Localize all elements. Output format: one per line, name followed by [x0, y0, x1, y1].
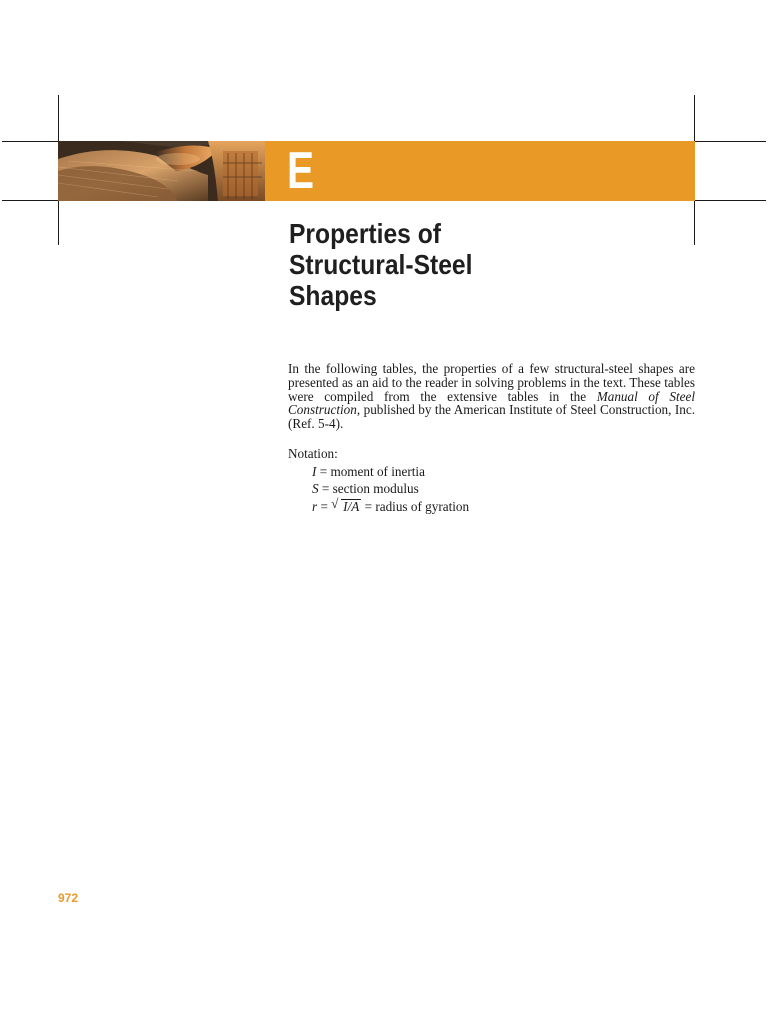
manual-title: Manual of Steel Construction	[288, 388, 695, 418]
title-line: Shapes	[289, 280, 377, 311]
page-number: 972	[58, 891, 79, 905]
equals-sign: =	[318, 481, 333, 496]
equals-sign: =	[361, 498, 376, 514]
symbol-r: r	[312, 498, 318, 514]
chapter-banner-bar	[265, 141, 695, 201]
crop-mark-bottom-right-horizontal	[695, 200, 766, 201]
equals-sign: =	[317, 498, 332, 514]
title-line: Structural-Steel	[289, 249, 473, 280]
definition: moment of inertia	[330, 463, 425, 479]
symbol-i: I	[312, 463, 317, 479]
notation-item-radius-of-gyration	[312, 495, 695, 516]
notation-item-section-modulus	[312, 480, 695, 498]
notation-item-inertia	[312, 463, 695, 481]
appendix-letter: E	[287, 142, 315, 200]
steel-architecture-image	[58, 141, 265, 201]
definition: radius of gyration	[375, 498, 470, 514]
crop-mark-top-right-horizontal	[695, 141, 766, 142]
title-line: Properties of	[289, 218, 441, 249]
equals-sign: =	[316, 463, 331, 479]
radical-sign: √	[331, 495, 339, 511]
intro-paragraph	[288, 362, 695, 431]
crop-mark-top-left-horizontal	[2, 141, 58, 142]
definition: section modulus	[332, 481, 419, 496]
notation-list	[288, 463, 695, 516]
intro-text: In the following tables, the properties of a few structural-steel shapes are presented as an aid to the reader in solving problems in the text. These tables were compiled from the extensive tables in the	[288, 361, 695, 404]
crop-mark-bottom-left-horizontal	[2, 200, 58, 201]
radicand: I/A	[343, 498, 360, 514]
chapter-banner-photo	[58, 141, 265, 201]
page-title	[289, 218, 472, 311]
intro-text-end: , published by the American Institute of Steel Construction, Inc. (Ref. 5-4).	[288, 402, 695, 432]
symbol-s: S	[312, 481, 319, 496]
notation-block	[288, 445, 695, 515]
square-root	[331, 495, 361, 516]
notation-heading: Notation:	[288, 446, 338, 461]
